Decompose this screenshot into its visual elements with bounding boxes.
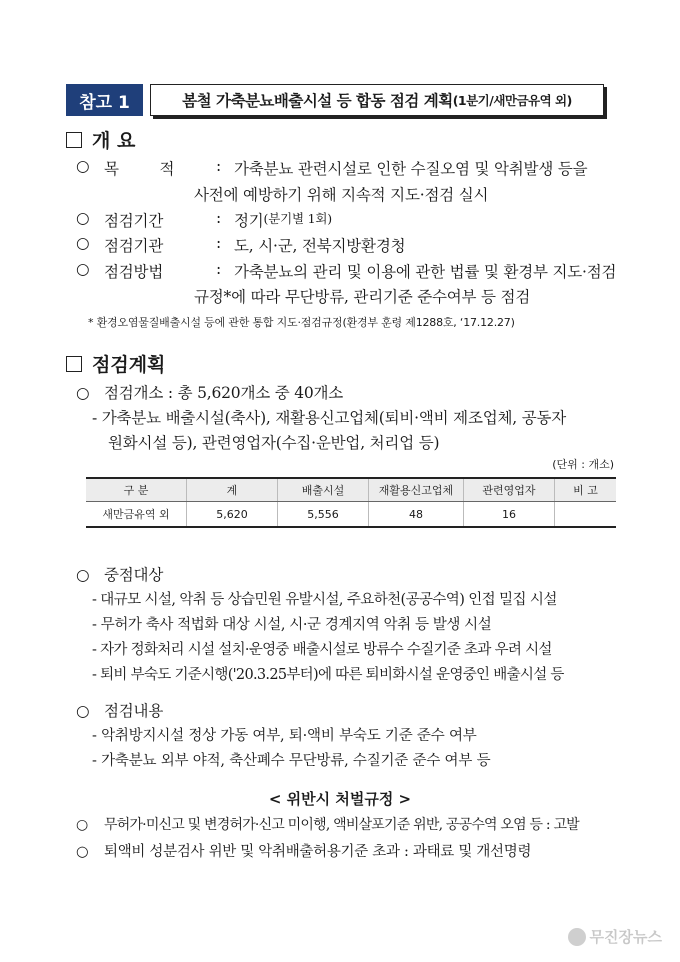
table-cell: 5,620 (187, 502, 278, 528)
agency-value: 도, 시·군, 전북지방환경청 (234, 237, 406, 255)
table-row (86, 502, 616, 528)
square-bullet-icon (66, 132, 82, 148)
table-cell: 새만금유역 외 (86, 502, 187, 528)
reference-label: 참고 1 (66, 84, 143, 116)
purpose-label: 목 적 (104, 160, 175, 178)
method-line1: 가축분뇨의 관리 및 이용에 관한 법률 및 환경부 지도·점검 (234, 263, 617, 281)
footnote: * 환경오염물질배출시설 등에 관한 통합 지도·점검규정(환경부 훈령 제1288호, ‘17.12.27) (88, 316, 515, 329)
unit-label: (단위 : 개소) (552, 458, 614, 471)
plan-detail-line2: 원화시설 등), 관련영업자(수집·운반업, 처리업 등) (108, 434, 440, 452)
period-value: 정기 (234, 212, 264, 230)
table-header-row (86, 478, 616, 502)
purpose-colon: : (216, 157, 222, 175)
method-label: 점검방법 (104, 263, 164, 281)
purpose-line1: 가축분뇨 관련시설로 인한 수질오염 및 악취발생 등을 (234, 160, 588, 178)
watermark-text: 무진장뉴스 (589, 928, 662, 946)
method-line2: 규정*에 따라 무단방류, 관리기준 준수여부 등 점검 (194, 288, 531, 306)
table-cell: 5,556 (278, 502, 369, 528)
penalty-item: ○ 퇴액비 성분검사 위반 및 악취배출허용기준 초과 : 과태료 및 개선명령 (76, 844, 532, 860)
watermark (568, 926, 662, 947)
plan-detail-line1: - 가축분뇨 배출시설(축사), 재활용신고업체(퇴비·액비 제조업체, 공동자 (92, 409, 567, 427)
contents-title: ○ 점검내용 (76, 702, 164, 720)
plan-heading: 점검계획 (66, 350, 165, 377)
table-cell (555, 502, 617, 528)
purpose-line2: 사전에 예방하기 위해 지속적 지도·점검 실시 (194, 186, 489, 204)
focus-item: - 무허가 축사 적법화 대상 시설, 시·군 경계지역 악취 등 발생 시설 (92, 617, 492, 633)
purpose-row (76, 157, 587, 179)
circle-bullet: ○ (76, 157, 90, 175)
focus-title: ○ 중점대상 (76, 566, 164, 584)
table-cell: 16 (464, 502, 555, 528)
focus-item: - 대규모 시설, 악취 등 상습민원 유발시설, 주요하천(공공수역) 인접 밀집 시설 (92, 592, 557, 608)
table-header: 재활용신고업체 (369, 478, 464, 502)
table-header: 구 분 (86, 478, 187, 502)
method-row: ○ 점검방법 : 가축분뇨의 관리 및 이용에 관한 법률 및 환경부 지도·점검 (76, 260, 617, 281)
agency-row: ○ 점검기관 : 도, 시·군, 전북지방환경청 (76, 234, 406, 255)
square-bullet-icon (66, 356, 82, 372)
table-header: 관련영업자 (464, 478, 555, 502)
table-header: 비 고 (555, 478, 617, 502)
contents-item: - 악취방지시설 정상 가동 여부, 퇴·액비 부숙도 기준 준수 여부 (92, 728, 477, 744)
plan-summary: ○ 점검개소 : 총 5,620개소 중 40개소 (76, 384, 344, 402)
focus-item: - 퇴비 부숙도 기준시행('20.3.25부터)에 따른 퇴비화시설 운영중인 배출시설 등 (92, 667, 564, 683)
title-main: 봄철 가축분뇨배출시설 등 합동 점검 계획 (182, 92, 453, 110)
title-sub: (1분기/새만금유역 외) (452, 93, 572, 108)
focus-item: - 자가 정화처리 시설 설치·운영중 배출시설로 방류수 수질기준 초과 우려 시설 (92, 642, 552, 658)
table-header: 배출시설 (278, 478, 369, 502)
facility-count-table (86, 477, 616, 528)
table-cell: 48 (369, 502, 464, 528)
watermark-logo-icon (568, 928, 586, 946)
period-note: (분기별 1회) (263, 211, 332, 226)
agency-label: 점검기관 (104, 237, 164, 255)
penalty-item: ○ 무허가·미신고 및 변경허가·신고 미이행, 액비살포기준 위반, 공공수역 오염 등 : 고발 (76, 817, 579, 833)
period-row: ○ 점검기간 : 정기 (분기별 1회) (76, 209, 332, 230)
period-label: 점검기간 (104, 212, 164, 230)
document-title (150, 84, 604, 116)
overview-heading: 개 요 (66, 126, 135, 153)
contents-item: - 가축분뇨 외부 야적, 축산폐수 무단방류, 수질기준 준수 여부 등 (92, 753, 491, 769)
penalty-title: < 위반시 처벌규정 > (268, 790, 412, 808)
table-header: 계 (187, 478, 278, 502)
